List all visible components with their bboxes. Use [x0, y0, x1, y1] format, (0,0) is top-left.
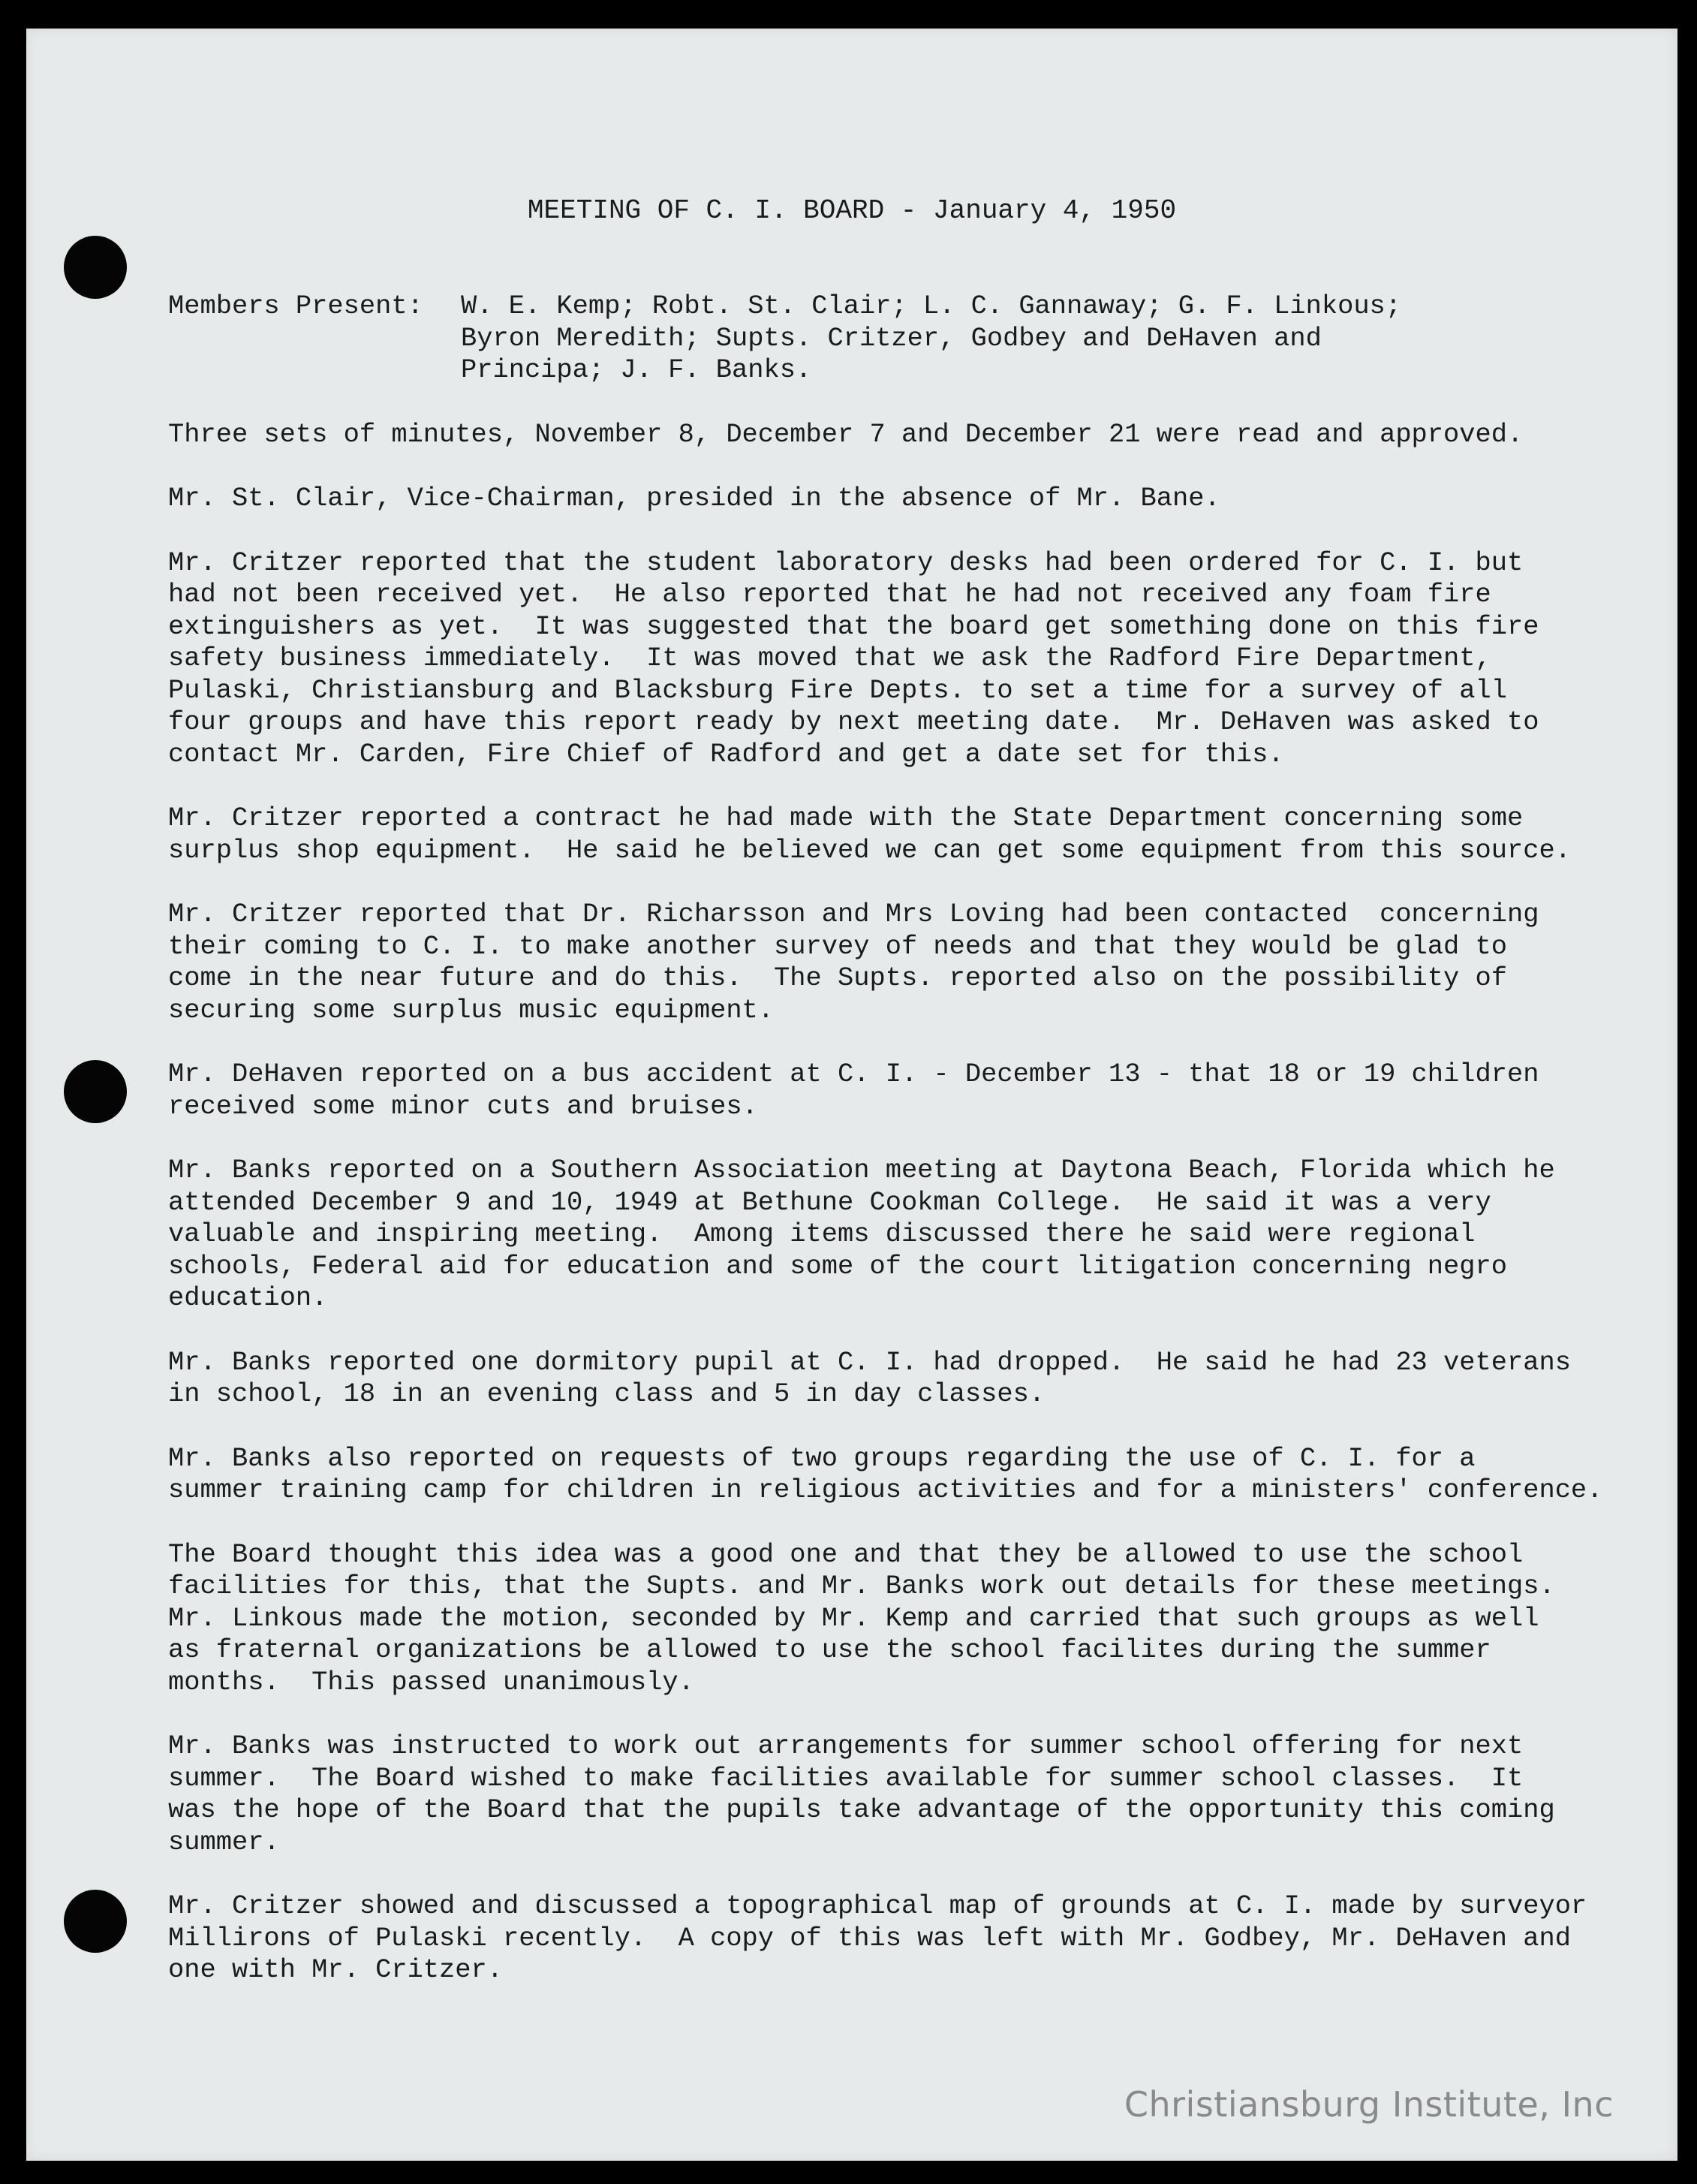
members-line: Byron Meredith; Supts. Critzer, Godbey and DeHaven and: [461, 323, 1322, 354]
paragraph-line: one with Mr. Critzer.: [168, 1955, 503, 1985]
paragraph-line: attended December 9 and 10, 1949 at Bethune Cookman College. He said it was a very: [168, 1187, 1491, 1218]
paragraph-line: valuable and inspiring meeting. Among items discussed there he said were regional: [168, 1219, 1476, 1249]
minutes-paragraph: [168, 1890, 1662, 1987]
minutes-paragraph: [168, 1155, 1662, 1315]
paragraph-line: schools, Federal aid for education and some of the court litigation concerning negro: [168, 1251, 1507, 1282]
paragraph-line: summer. The Board wished to make facilities available for summer school classes. It: [168, 1763, 1524, 1794]
paragraph-line: Mr. St. Clair, Vice-Chairman, presided in the absence of Mr. Bane.: [168, 483, 1220, 514]
paragraph-line: Mr. Critzer reported that Dr. Richarsson and Mrs Loving had been contacted concerning: [168, 899, 1539, 929]
members-label: Members Present:: [168, 291, 423, 321]
paragraph-line: had not been received yet. He also reported that he had not received any foam fire: [168, 580, 1491, 610]
minutes-paragraph: [168, 419, 1662, 451]
paragraph-line: safety business immediately. It was moved that we ask the Radford Fire Department,: [168, 643, 1491, 673]
paragraph-line: Mr. Banks reported one dormitory pupil at C. I. had dropped. He said he had 23 veterans: [168, 1347, 1571, 1378]
paragraph-line: Mr. Critzer reported that the student laboratory desks had been ordered for C. I. but: [168, 547, 1524, 578]
paragraph-line: extinguishers as yet. It was suggested that the board get something done on this fire: [168, 611, 1539, 642]
members-list: [461, 291, 1401, 387]
paragraph-line: their coming to C. I. to make another survey of needs and that they would be glad to: [168, 931, 1507, 962]
paragraph-line: Three sets of minutes, November 8, December 7 and December 21 were read and approved.: [168, 419, 1524, 450]
paragraph-line: education.: [168, 1283, 328, 1313]
paragraph-line: come in the near future and do this. The Supts. reported also on the possibility of: [168, 963, 1507, 993]
minutes-paragraphs: [168, 419, 1662, 1987]
minutes-paragraph: [168, 1347, 1662, 1411]
paragraph-line: four groups and have this report ready by next meeting date. Mr. DeHaven was asked to: [168, 707, 1539, 737]
minutes-body: [168, 291, 1662, 2019]
minutes-paragraph: [168, 1539, 1662, 1699]
members-present: [168, 291, 1662, 387]
paragraph-line: as fraternal organizations be allowed to use the school facilites during the summer: [168, 1635, 1491, 1665]
paragraph-line: Pulaski, Christiansburg and Blacksburg Fire Depts. to set a time for a survey of all: [168, 675, 1507, 706]
paragraph-line: in school, 18 in an evening class and 5 in day classes.: [168, 1379, 1046, 1409]
members-line: Principa; J. F. Banks.: [461, 355, 812, 385]
paragraph-line: surplus shop equipment. He said he believed we can get some equipment from this source.: [168, 835, 1571, 866]
punch-hole-middle: [64, 1060, 127, 1123]
members-line: W. E. Kemp; Robt. St. Clair; L. C. Gannaway; G. F. Linkous;: [461, 291, 1402, 321]
minutes-paragraph: [168, 483, 1662, 515]
watermark-text: Christiansburg Institute, Inc: [1124, 2084, 1614, 2125]
paragraph-line: was the hope of the Board that the pupils take advantage of the opportunity this coming: [168, 1795, 1555, 1825]
paragraph-line: facilities for this, that the Supts. and Mr. Banks work out details for these meetings.: [168, 1571, 1555, 1601]
paragraph-line: summer training camp for children in religious activities and for a ministers' conference.: [168, 1475, 1603, 1505]
punch-hole-bottom: [64, 1890, 127, 1953]
minutes-paragraph: [168, 1059, 1662, 1122]
paragraph-line: months. This passed unanimously.: [168, 1667, 694, 1697]
paragraph-line: The Board thought this idea was a good one and that they be allowed to use the school: [168, 1539, 1524, 1570]
document-title: MEETING OF C. I. BOARD - January 4, 1950: [527, 195, 1177, 226]
paragraph-line: contact Mr. Carden, Fire Chief of Radford and get a date set for this.: [168, 739, 1284, 770]
paragraph-line: Mr. Banks was instructed to work out arrangements for summer school offering for next: [168, 1731, 1524, 1761]
paragraph-line: securing some surplus music equipment.: [168, 995, 775, 1026]
paragraph-line: Mr. Critzer showed and discussed a topographical map of grounds at C. I. made by surveyor: [168, 1891, 1587, 1921]
paragraph-line: received some minor cuts and bruises.: [168, 1091, 758, 1122]
paragraph-line: Mr. DeHaven reported on a bus accident at C. I. - December 13 - that 18 or 19 children: [168, 1059, 1539, 1089]
paragraph-line: Mr. Banks reported on a Southern Association meeting at Daytona Beach, Florida which he: [168, 1155, 1555, 1185]
minutes-paragraph: [168, 899, 1662, 1026]
paragraph-line: Millirons of Pulaski recently. A copy of this was left with Mr. Godbey, Mr. DeHaven and: [168, 1923, 1571, 1954]
paragraph-line: Mr. Critzer reported a contract he had made with the State Department concerning some: [168, 803, 1524, 833]
minutes-paragraph: [168, 547, 1662, 771]
minutes-paragraph: [168, 1443, 1662, 1507]
minutes-paragraph: [168, 1731, 1662, 1858]
paragraph-line: Mr. Linkous made the motion, seconded by Mr. Kemp and carried that such groups as well: [168, 1603, 1539, 1634]
paragraph-line: summer.: [168, 1827, 280, 1857]
minutes-paragraph: [168, 803, 1662, 866]
punch-hole-top: [64, 236, 127, 299]
document-page: [26, 29, 1677, 2161]
paragraph-line: Mr. Banks also reported on requests of two groups regarding the use of C. I. for a: [168, 1443, 1476, 1474]
